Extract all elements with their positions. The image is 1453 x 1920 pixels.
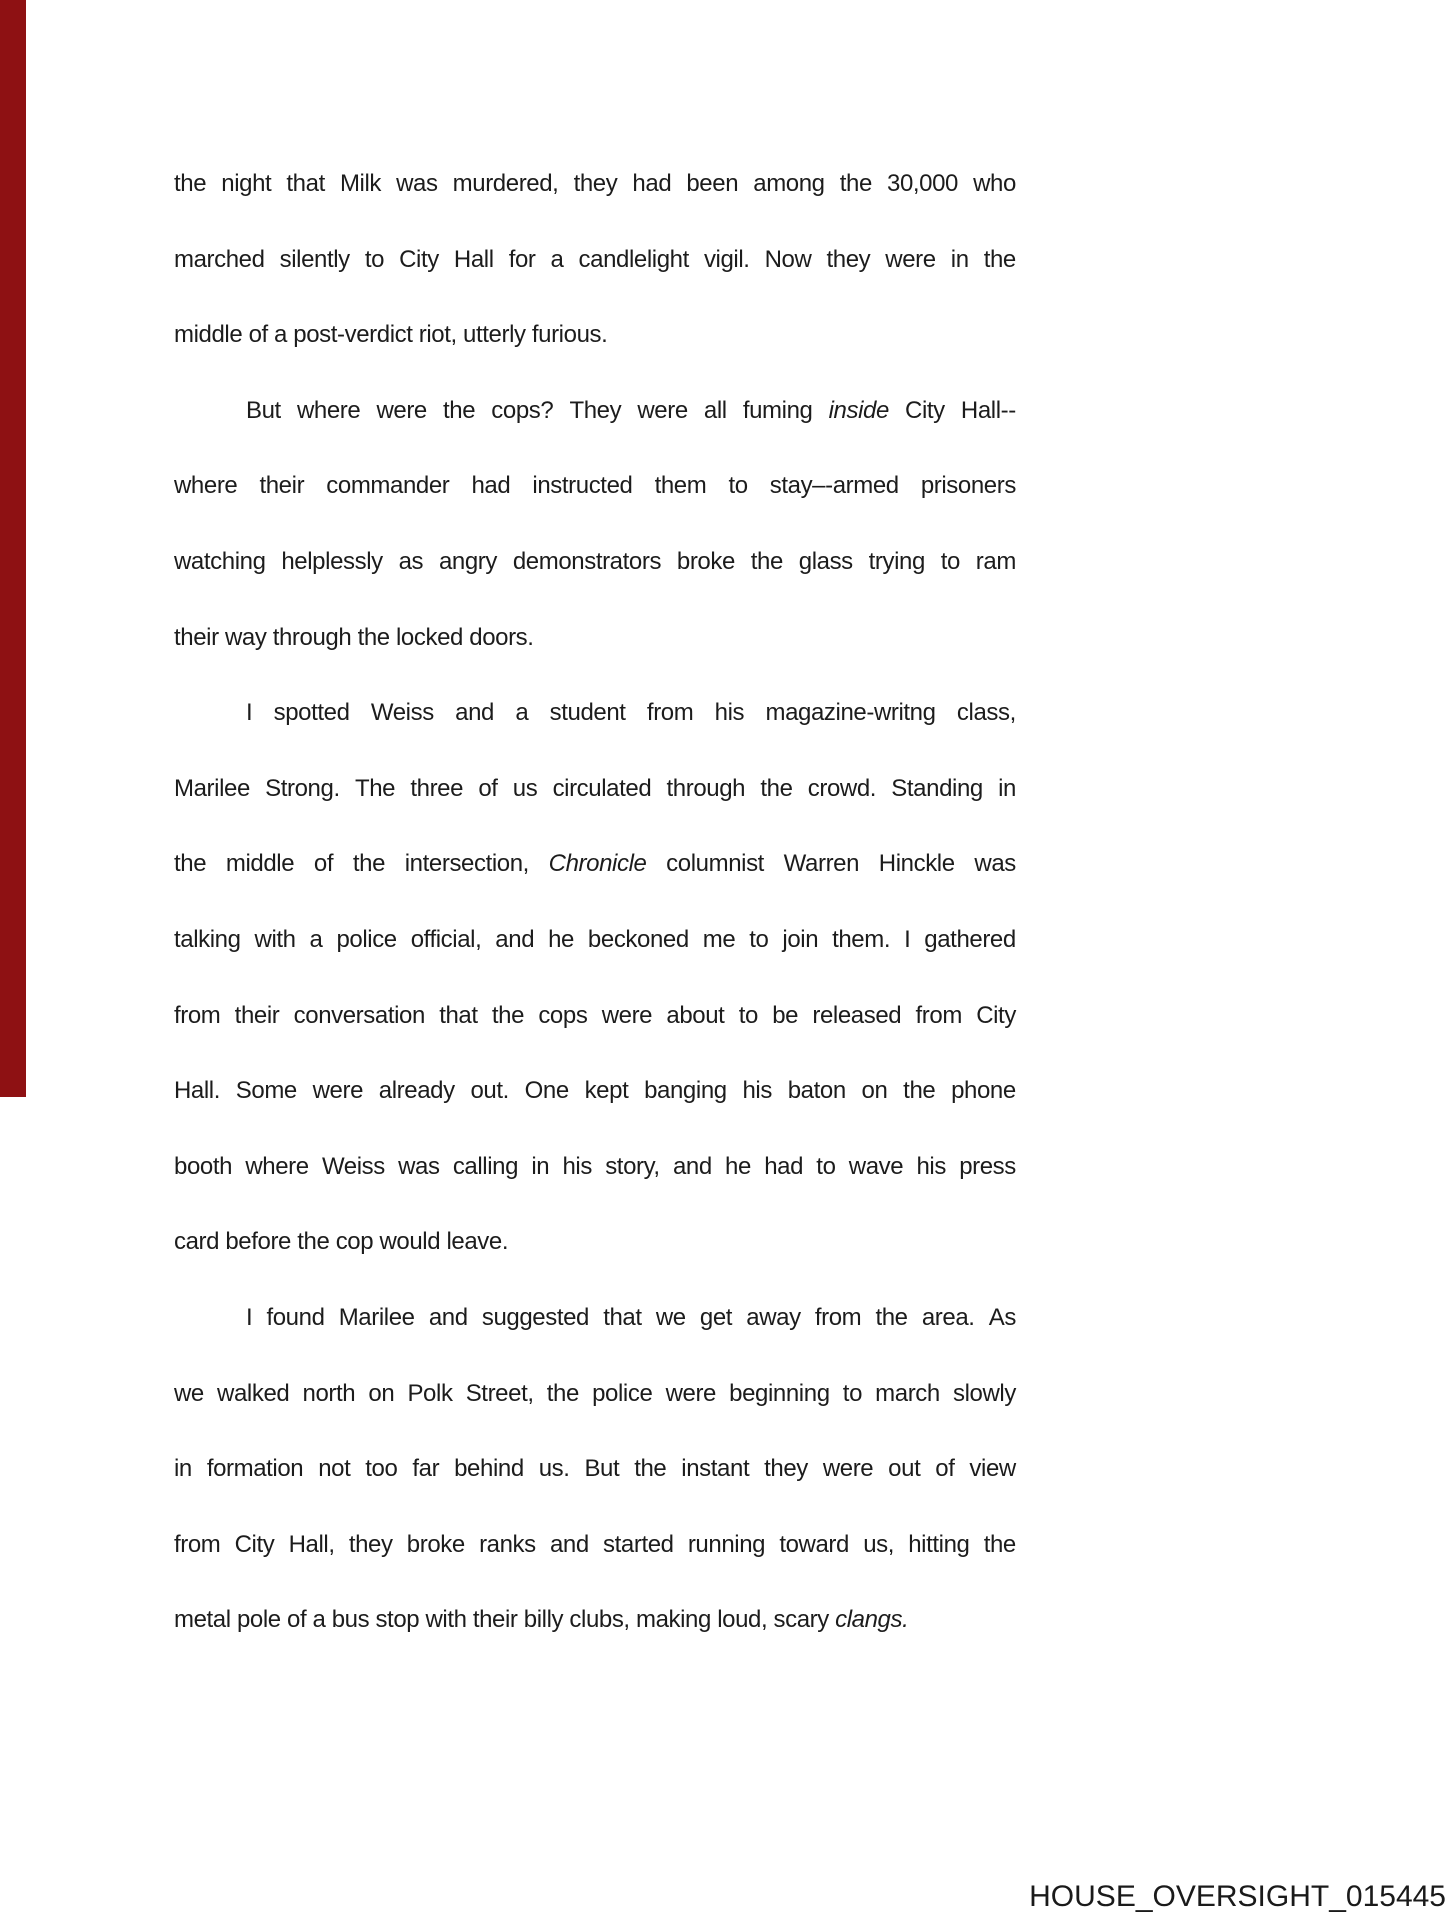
word: fuming: [742, 396, 813, 424]
text-line: [174, 1204, 1016, 1280]
word: about: [666, 1001, 725, 1029]
word: the: [491, 1001, 525, 1029]
word: of: [313, 850, 334, 878]
word: wave: [848, 1152, 904, 1180]
word: as: [398, 547, 424, 575]
word: in: [531, 1152, 550, 1180]
word: the: [174, 170, 207, 197]
word: away: [746, 1303, 801, 1331]
word: the: [875, 1303, 908, 1331]
word: ranks: [479, 1530, 536, 1558]
word: official,: [410, 925, 482, 953]
word: I: [904, 925, 911, 953]
word: to: [842, 1379, 863, 1407]
word: Weiss: [321, 1152, 385, 1180]
word: a: [309, 925, 323, 953]
word: broke: [406, 1530, 465, 1558]
word: the: [546, 1379, 579, 1407]
word: us.: [538, 1455, 570, 1483]
word: Now: [764, 245, 812, 273]
word: to: [728, 472, 748, 500]
text-line: [174, 1582, 1016, 1658]
word: was: [974, 850, 1016, 878]
word: too: [365, 1455, 398, 1483]
word: ram: [975, 547, 1016, 575]
word: Hinckle: [878, 850, 955, 878]
word: phone: [951, 1077, 1016, 1105]
word: in: [950, 245, 969, 273]
word: City: [905, 396, 945, 424]
text-segment: metal pole of a bus stop with their billy clubs, making loud, scary: [174, 1606, 836, 1634]
text-line: [174, 1356, 1016, 1432]
word: behind: [454, 1455, 524, 1483]
word: the: [352, 850, 386, 878]
word: with: [254, 925, 296, 953]
word: and: [549, 1530, 589, 1558]
italic-word: inside: [828, 396, 889, 424]
word: Milk: [339, 170, 381, 197]
text-line: [174, 1507, 1016, 1583]
word: to: [940, 547, 960, 575]
word: middle: [225, 850, 295, 878]
text-line: [174, 1053, 1016, 1129]
word: helplessly: [281, 547, 383, 575]
word: his: [714, 699, 745, 727]
word: cops: [538, 1001, 588, 1029]
word: the: [983, 245, 1016, 273]
word: gathered: [924, 925, 1016, 953]
text-line: [174, 1431, 1016, 1507]
word: them.: [832, 925, 891, 953]
word: 30,000: [887, 170, 959, 197]
word: were: [312, 1077, 364, 1105]
word: student: [549, 699, 626, 727]
word: baton: [787, 1077, 846, 1105]
word: the: [443, 396, 476, 424]
word: the: [983, 1530, 1016, 1558]
word: from: [174, 1530, 221, 1558]
word: a: [550, 245, 564, 273]
text-line: [174, 978, 1016, 1054]
word: crowd.: [807, 774, 877, 802]
word: police: [592, 1379, 653, 1407]
word: we: [655, 1303, 686, 1331]
word: started: [603, 1530, 674, 1558]
word: running: [687, 1530, 766, 1558]
word: As: [988, 1303, 1016, 1331]
word: calling: [452, 1152, 519, 1180]
scan-edge-red-strip: [0, 0, 26, 1097]
word: had: [632, 170, 672, 197]
word: the: [634, 1455, 667, 1483]
word: intersection,: [404, 850, 529, 878]
word: I: [246, 1303, 253, 1331]
word: stay–-armed: [769, 472, 899, 500]
word: on: [368, 1379, 395, 1407]
word: talking: [174, 925, 241, 953]
word: toward: [779, 1530, 849, 1558]
word: were: [885, 245, 936, 273]
word: Street,: [465, 1379, 534, 1407]
word: were: [637, 396, 688, 424]
word: already: [378, 1077, 455, 1105]
word: Marilee: [174, 774, 250, 802]
word: area.: [921, 1303, 975, 1331]
word: for: [508, 245, 536, 273]
word: the: [750, 547, 783, 575]
text-line: [174, 222, 1016, 298]
text-line: [174, 600, 1016, 676]
word: his: [562, 1152, 592, 1180]
manuscript-text-block: [174, 146, 1016, 1658]
word: they: [826, 245, 871, 273]
word: had: [471, 472, 511, 500]
word: from: [646, 699, 694, 727]
word: in: [174, 1455, 192, 1483]
word: Polk: [407, 1379, 453, 1407]
word: to: [364, 245, 385, 273]
word: where: [296, 396, 361, 424]
word: out: [888, 1455, 921, 1483]
word: was: [396, 170, 438, 197]
word: formation: [206, 1455, 304, 1483]
text-line: [174, 373, 1016, 449]
italic-word: Chronicle: [548, 850, 647, 878]
word: night: [221, 170, 272, 197]
word: get: [699, 1303, 733, 1331]
word: from: [814, 1303, 862, 1331]
word: City: [976, 1001, 1016, 1029]
text-segment: middle of a post-verdict riot, utterly furious.: [174, 321, 608, 349]
word: he: [725, 1152, 751, 1180]
word: press: [959, 1152, 1016, 1180]
word: circulated: [552, 774, 652, 802]
word: of: [478, 774, 498, 802]
word: conversation: [293, 1001, 425, 1029]
text-segment: card before the cop would leave.: [174, 1228, 509, 1256]
word: cops?: [491, 396, 554, 424]
text-line: [174, 297, 1016, 373]
word: suggested: [481, 1303, 589, 1331]
word: not: [318, 1455, 351, 1483]
word: and: [455, 699, 494, 727]
word: to: [738, 1001, 758, 1029]
word: vigil.: [703, 245, 750, 273]
word: Hall: [453, 245, 494, 273]
word: to: [816, 1152, 836, 1180]
word: candlelight: [578, 245, 689, 273]
word: where: [174, 472, 238, 500]
word: was: [398, 1152, 440, 1180]
word: in: [998, 774, 1016, 802]
text-segment: their way through the locked doors.: [174, 623, 534, 651]
word: we: [174, 1379, 204, 1407]
word: on: [861, 1077, 888, 1105]
word: where: [245, 1152, 309, 1180]
word: instructed: [532, 472, 633, 500]
word: far: [412, 1455, 440, 1483]
word: One: [524, 1077, 569, 1105]
text-line: [174, 146, 1016, 222]
word: the: [760, 774, 793, 802]
word: demonstrators: [512, 547, 662, 575]
text-line: [174, 1129, 1016, 1205]
word: Strong.: [265, 774, 340, 802]
word: his: [916, 1152, 946, 1180]
word: marched: [174, 245, 265, 273]
word: booth: [174, 1152, 233, 1180]
word: that: [286, 170, 325, 197]
word: had: [764, 1152, 804, 1180]
word: Standing: [891, 774, 983, 802]
word: and: [428, 1303, 468, 1331]
word: and: [495, 925, 535, 953]
word: released: [812, 1001, 902, 1029]
word: the: [174, 850, 207, 878]
word: Hall--: [960, 396, 1016, 424]
word: be: [772, 1001, 799, 1029]
word: that: [603, 1303, 642, 1331]
word: class,: [956, 699, 1016, 727]
word: But: [246, 396, 281, 424]
word: instant: [681, 1455, 750, 1483]
word: City: [234, 1530, 275, 1558]
word: been: [686, 170, 739, 197]
text-line: [174, 902, 1016, 978]
word: a: [515, 699, 529, 727]
word: But: [584, 1455, 620, 1483]
word: who: [973, 170, 1016, 197]
word: me: [702, 925, 736, 953]
text-line: [174, 751, 1016, 827]
word: watching: [174, 547, 266, 575]
text-line: [174, 826, 1016, 902]
word: were: [376, 396, 427, 424]
word: march: [875, 1379, 940, 1407]
word: to: [749, 925, 769, 953]
text-line: [174, 1280, 1016, 1356]
bates-stamp: HOUSE_OVERSIGHT_015445: [1029, 1880, 1446, 1913]
word: they: [764, 1455, 808, 1483]
word: found: [266, 1303, 325, 1331]
word: from: [174, 1001, 221, 1029]
word: Warren: [783, 850, 860, 878]
word: spotted: [273, 699, 350, 727]
word: police: [336, 925, 397, 953]
word: beckoned: [587, 925, 689, 953]
word: The: [354, 774, 396, 802]
word: were: [601, 1001, 653, 1029]
word: columnist: [666, 850, 764, 878]
word: City: [399, 245, 439, 273]
word: story,: [605, 1152, 660, 1180]
word: three: [410, 774, 464, 802]
word: Weiss: [370, 699, 434, 727]
word: Marilee: [338, 1303, 415, 1331]
word: I: [246, 699, 253, 727]
word: murdered,: [452, 170, 559, 197]
word: silently: [279, 245, 350, 273]
word: commander: [326, 472, 450, 500]
word: that: [439, 1001, 478, 1029]
word: north: [302, 1379, 356, 1407]
word: join: [782, 925, 819, 953]
word: broke: [676, 547, 735, 575]
word: us: [512, 774, 538, 802]
word: magazine-writng: [765, 699, 936, 727]
word: Some: [235, 1077, 297, 1105]
word: the: [903, 1077, 936, 1105]
text-line: [174, 675, 1016, 751]
word: they: [348, 1530, 393, 1558]
word: through: [666, 774, 746, 802]
word: from: [915, 1001, 962, 1029]
word: walked: [217, 1379, 290, 1407]
word: hitting: [908, 1530, 970, 1558]
word: slowly: [953, 1379, 1016, 1407]
word: kept: [584, 1077, 629, 1105]
word: the: [839, 170, 872, 197]
word: glass: [798, 547, 853, 575]
word: Hall.: [174, 1077, 221, 1105]
word: us,: [863, 1530, 895, 1558]
word: he: [548, 925, 574, 953]
word: their: [259, 472, 305, 500]
word: trying: [868, 547, 925, 575]
word: beginning: [729, 1379, 830, 1407]
word: among: [753, 170, 825, 197]
word: and: [672, 1152, 712, 1180]
word: their: [234, 1001, 280, 1029]
text-line: [174, 524, 1016, 600]
word: view: [969, 1455, 1016, 1483]
word: were: [665, 1379, 716, 1407]
word: banging: [644, 1077, 727, 1105]
word: They: [569, 396, 622, 424]
italic-text-segment: clangs.: [835, 1606, 909, 1634]
word: his: [742, 1077, 772, 1105]
word: of: [935, 1455, 955, 1483]
word: out.: [470, 1077, 509, 1105]
word: Hall,: [288, 1530, 335, 1558]
word: all: [703, 396, 727, 424]
word: angry: [438, 547, 498, 575]
word: prisoners: [920, 472, 1016, 500]
word: they: [573, 170, 618, 197]
word: were: [822, 1455, 874, 1483]
text-line: [174, 448, 1016, 524]
word: them: [654, 472, 707, 500]
